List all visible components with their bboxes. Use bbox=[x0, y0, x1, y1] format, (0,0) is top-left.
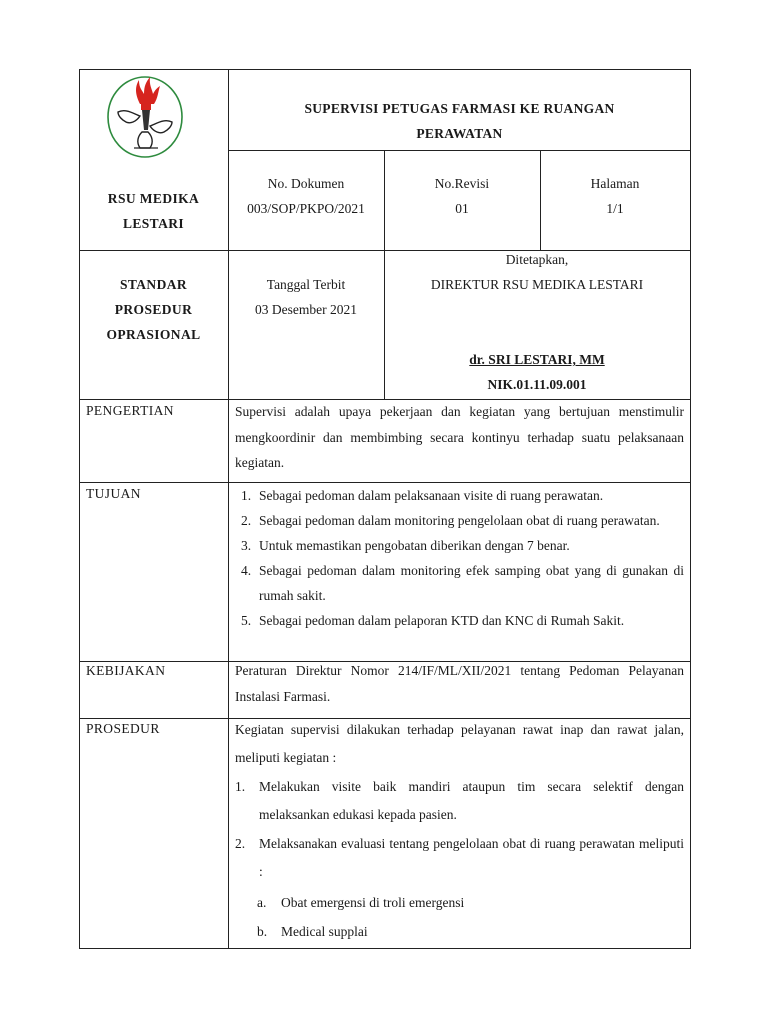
sub-item-text: Medical supplai bbox=[281, 924, 368, 939]
director-title: DIREKTUR RSU MEDIKA LESTARI bbox=[430, 277, 644, 292]
list-number: 1. bbox=[241, 488, 252, 503]
hospital-name-line-2: LESTARI bbox=[122, 216, 185, 231]
border-right bbox=[690, 69, 691, 949]
approval-label: Ditetapkan, bbox=[505, 252, 569, 267]
page-value: 1/1 bbox=[606, 201, 624, 216]
prosedur-intro: Kegiatan supervisi dilakukan terhadap pelayanan rawat inap dan rawat jalan, meliputi kegiatan : bbox=[235, 722, 684, 765]
title-line-2: PERAWATAN bbox=[416, 126, 503, 141]
kebijakan-label: KEBIJAKAN bbox=[86, 663, 166, 678]
director-signature-block bbox=[384, 347, 690, 397]
border-title-bottom bbox=[228, 150, 691, 151]
pengertian-label: PENGERTIAN bbox=[86, 403, 174, 418]
list-number: 4. bbox=[241, 563, 252, 578]
revision-value: 01 bbox=[455, 201, 469, 216]
page-label: Halaman bbox=[590, 176, 640, 191]
list-number: 1. bbox=[235, 779, 246, 794]
sop-line-2: PROSEDUR bbox=[114, 302, 193, 317]
list-text: Melakukan visite baik mandiri ataupun tim secara selektif dengan melaksankan edukasi kepada pasien. bbox=[259, 779, 684, 822]
prosedur-list bbox=[235, 773, 684, 886]
sop-label bbox=[79, 272, 228, 347]
sub-item-text: Obat emergensi di troli emergensi bbox=[281, 895, 465, 910]
doc-number-label: No. Dokumen bbox=[267, 176, 345, 191]
border-bottom bbox=[79, 948, 691, 949]
prosedur-label: PROSEDUR bbox=[86, 721, 160, 736]
sub-item-letter: b. bbox=[257, 924, 268, 939]
list-text: Sebagai pedoman dalam monitoring pengelolaan obat di ruang perawatan. bbox=[259, 513, 660, 528]
issue-date-value: 03 Desember 2021 bbox=[255, 302, 357, 317]
doc-number-value: 003/SOP/PKPO/2021 bbox=[247, 201, 365, 216]
issue-date-cell bbox=[228, 272, 384, 322]
issue-date-label: Tanggal Terbit bbox=[266, 277, 346, 292]
list-number: 2. bbox=[235, 836, 246, 851]
approval-cell bbox=[384, 247, 690, 297]
list-number: 5. bbox=[241, 613, 252, 628]
list-item bbox=[235, 608, 684, 633]
list-item bbox=[235, 558, 684, 608]
list-number: 3. bbox=[241, 538, 252, 553]
sub-item-letter: a. bbox=[257, 895, 267, 910]
list-item bbox=[235, 483, 684, 508]
tujuan-label: TUJUAN bbox=[86, 486, 141, 501]
list-item bbox=[235, 830, 684, 886]
list-text: Untuk memastikan pengobatan diberikan dengan 7 benar. bbox=[259, 538, 570, 553]
director-name: dr. SRI LESTARI, MM bbox=[469, 352, 605, 367]
document-title bbox=[228, 96, 691, 146]
list-number: 2. bbox=[241, 513, 252, 528]
prosedur-content bbox=[235, 716, 684, 948]
sop-line-1: STANDAR bbox=[119, 277, 188, 292]
list-text: Sebagai pedoman dalam pelaksanaan visite di ruang perawatan. bbox=[259, 488, 604, 503]
hospital-logo bbox=[106, 74, 184, 158]
hospital-name bbox=[79, 186, 228, 236]
list-item bbox=[235, 533, 684, 558]
revision-label: No.Revisi bbox=[434, 176, 490, 191]
list-item bbox=[235, 508, 684, 533]
title-line-1: SUPERVISI PETUGAS FARMASI KE RUANGAN bbox=[304, 101, 615, 116]
list-text: Melaksanakan evaluasi tentang pengelolaan obat di ruang perawatan meliputi : bbox=[259, 836, 684, 879]
list-text: Sebagai pedoman dalam pelaporan KTD dan KNC di Rumah Sakit. bbox=[259, 613, 625, 628]
director-nik: NIK.01.11.09.001 bbox=[487, 377, 587, 392]
list-item bbox=[235, 773, 684, 829]
pengertian-text: Supervisi adalah upaya pekerjaan dan kegiatan yang bertujuan menstimulir mengkoordinir dan membimbing secara kontinyu terhadap suatu pelaksanaan kegiatan. bbox=[235, 404, 684, 470]
doc-number-cell bbox=[228, 171, 384, 221]
hospital-name-line-1: RSU MEDIKA bbox=[107, 191, 200, 206]
sub-item bbox=[235, 915, 684, 948]
list-text: Sebagai pedoman dalam monitoring efek samping obat yang di gunakan di rumah sakit. bbox=[259, 563, 684, 603]
revision-cell bbox=[384, 171, 540, 221]
tujuan-list bbox=[235, 483, 684, 633]
border-top bbox=[79, 69, 691, 70]
page-cell bbox=[540, 171, 690, 221]
kebijakan-text: Peraturan Direktur Nomor 214/IF/ML/XII/2021 tentang Pedoman Pelayanan Instalasi Farmasi. bbox=[235, 663, 684, 704]
sop-line-3: OPRASIONAL bbox=[106, 327, 201, 342]
